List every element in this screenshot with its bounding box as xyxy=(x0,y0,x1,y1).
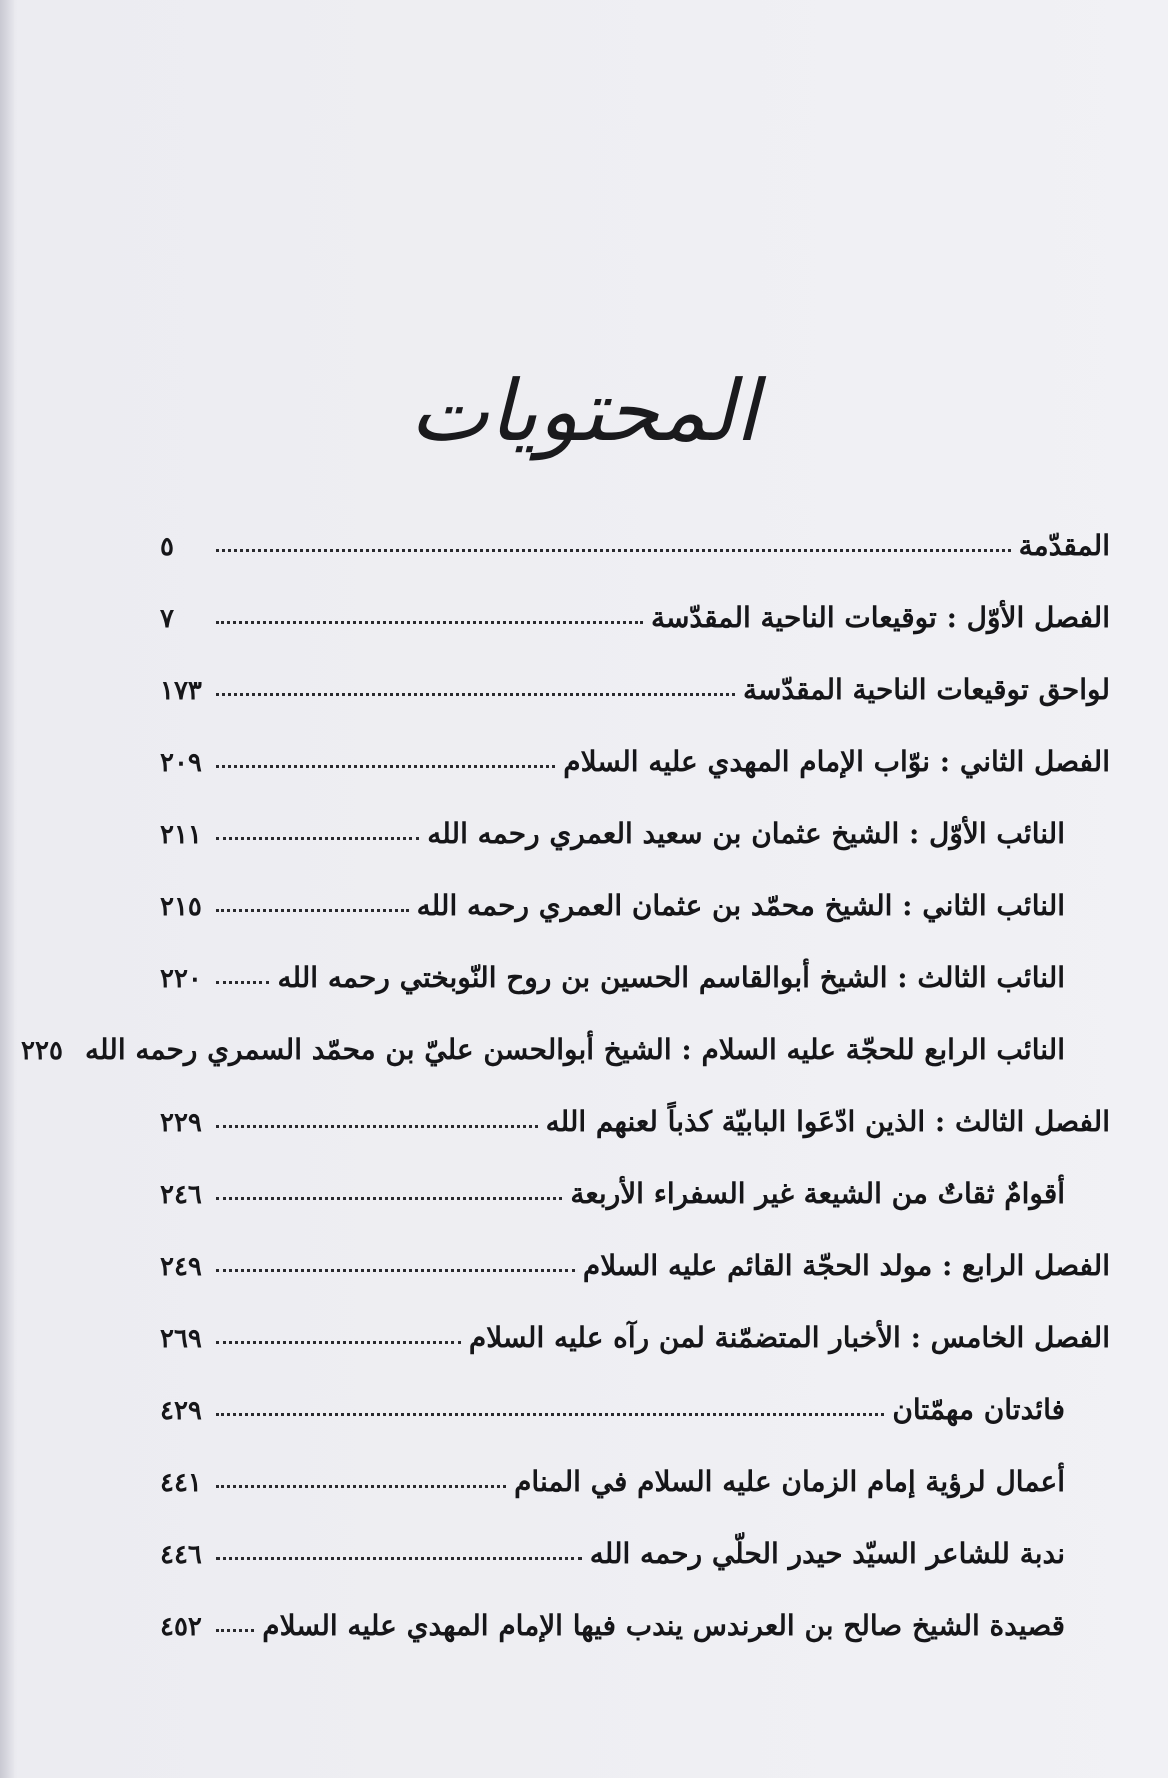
toc-entry-label: النائب الأوّل : الشيخ عثمان بن سعيد العمري رحمه الله xyxy=(427,817,1065,850)
leader-dots xyxy=(216,908,409,912)
toc-entry-page: ٢١١ xyxy=(160,820,202,850)
leader-dots xyxy=(216,1556,582,1560)
toc-entry[interactable] xyxy=(160,1360,1110,1432)
leader-dots xyxy=(216,1268,575,1272)
toc-entry-page: ٢٤٦ xyxy=(160,1180,202,1210)
toc-entry-label: أقوامٌ ثقاتٌ من الشيعة غير السفراء الأربعة xyxy=(570,1177,1065,1210)
toc-entry-page: ٢٦٩ xyxy=(160,1324,202,1354)
toc-entry-page: ٢٤٩ xyxy=(160,1252,202,1282)
toc-entry-label: لواحق توقيعات الناحية المقدّسة xyxy=(742,673,1110,706)
toc-entry-label: الفصل الرابع : مولد الحجّة القائم عليه السلام xyxy=(582,1249,1110,1282)
toc-entry[interactable] xyxy=(160,712,1110,784)
toc-entry-page: ٧ xyxy=(160,604,174,634)
toc-entry-page: ١٧٣ xyxy=(160,676,202,706)
toc-entry-label: النائب الثالث : الشيخ أبوالقاسم الحسين بن روح النّوبختي رحمه الله xyxy=(277,961,1065,994)
leader-dots xyxy=(216,1412,884,1416)
toc-entry[interactable] xyxy=(160,1576,1110,1648)
toc-entry-label: الفصل الثاني : نوّاب الإمام المهدي عليه السلام xyxy=(563,745,1110,778)
toc-entry[interactable] xyxy=(160,1144,1110,1216)
toc-entry-page: ٢٢٩ xyxy=(160,1108,202,1138)
toc-entry-page: ٢٢٥ xyxy=(21,1036,63,1066)
toc-entry-page: ٥ xyxy=(160,532,174,562)
toc-entry[interactable] xyxy=(160,1216,1110,1288)
toc-entry-page: ٢٠٩ xyxy=(160,748,202,778)
toc-entry-page: ٤٤١ xyxy=(160,1468,202,1498)
toc-entry-label: ندبة للشاعر السيّد حيدر الحلّي رحمه الله xyxy=(589,1537,1065,1570)
toc-entry[interactable] xyxy=(21,1000,1110,1072)
toc-entry-label: الفصل الثالث : الذين ادّعَوا البابيّة كذباً لعنهم الله xyxy=(545,1105,1110,1138)
toc-entry-page: ٤٤٦ xyxy=(160,1540,202,1570)
leader-dots xyxy=(216,1124,538,1128)
toc-entry-label: فائدتان مهمّتان xyxy=(892,1393,1065,1426)
toc-entry[interactable] xyxy=(160,784,1110,856)
page-binding-edge xyxy=(0,0,14,1778)
leader-dots xyxy=(216,1340,461,1344)
toc-entry[interactable] xyxy=(160,1072,1110,1144)
leader-dots xyxy=(216,980,269,984)
leader-dots xyxy=(216,1196,562,1200)
leader-dots xyxy=(216,620,643,624)
toc-entry-label: الفصل الخامس : الأخبار المتضمّنة لمن رآه عليه السلام xyxy=(468,1321,1110,1354)
leader-dots xyxy=(216,548,1011,552)
toc-entry-label: النائب الرابع للحجّة عليه السلام : الشيخ أبوالحسن عليّ بن محمّد السمري رحمه الله xyxy=(85,1033,1065,1066)
leader-dots xyxy=(216,764,555,768)
toc-entry-label: النائب الثاني : الشيخ محمّد بن عثمان العمري رحمه الله xyxy=(416,889,1065,922)
toc-entry[interactable] xyxy=(160,1432,1110,1504)
leader-dots xyxy=(216,1484,506,1488)
toc-entry-page: ٤٢٩ xyxy=(160,1396,202,1426)
leader-dots xyxy=(216,1628,254,1632)
toc-entry-page: ٤٥٢ xyxy=(160,1612,202,1642)
toc-entry-label: قصيدة الشيخ صالح بن العرندس يندب فيها الإمام المهدي عليه السلام xyxy=(262,1609,1065,1642)
page-title: المحتويات xyxy=(409,362,759,460)
toc-entry[interactable] xyxy=(160,568,1110,640)
toc-entry-label: الفصل الأوّل : توقيعات الناحية المقدّسة xyxy=(650,601,1110,634)
toc-entry[interactable] xyxy=(160,928,1110,1000)
toc-entry-page: ٢١٥ xyxy=(160,892,202,922)
leader-dots xyxy=(216,692,735,696)
toc-entry-label: أعمال لرؤية إمام الزمان عليه السلام في المنام xyxy=(514,1465,1065,1498)
toc-entry[interactable] xyxy=(160,496,1110,568)
toc-entry[interactable] xyxy=(160,640,1110,712)
toc-entry[interactable] xyxy=(160,1288,1110,1360)
leader-dots xyxy=(216,836,419,840)
toc-entry[interactable] xyxy=(160,856,1110,928)
toc-entry-label: المقدّمة xyxy=(1018,529,1110,562)
toc-entry[interactable] xyxy=(160,1504,1110,1576)
toc-entry-page: ٢٢٠ xyxy=(160,964,202,994)
table-of-contents xyxy=(21,496,1110,1648)
